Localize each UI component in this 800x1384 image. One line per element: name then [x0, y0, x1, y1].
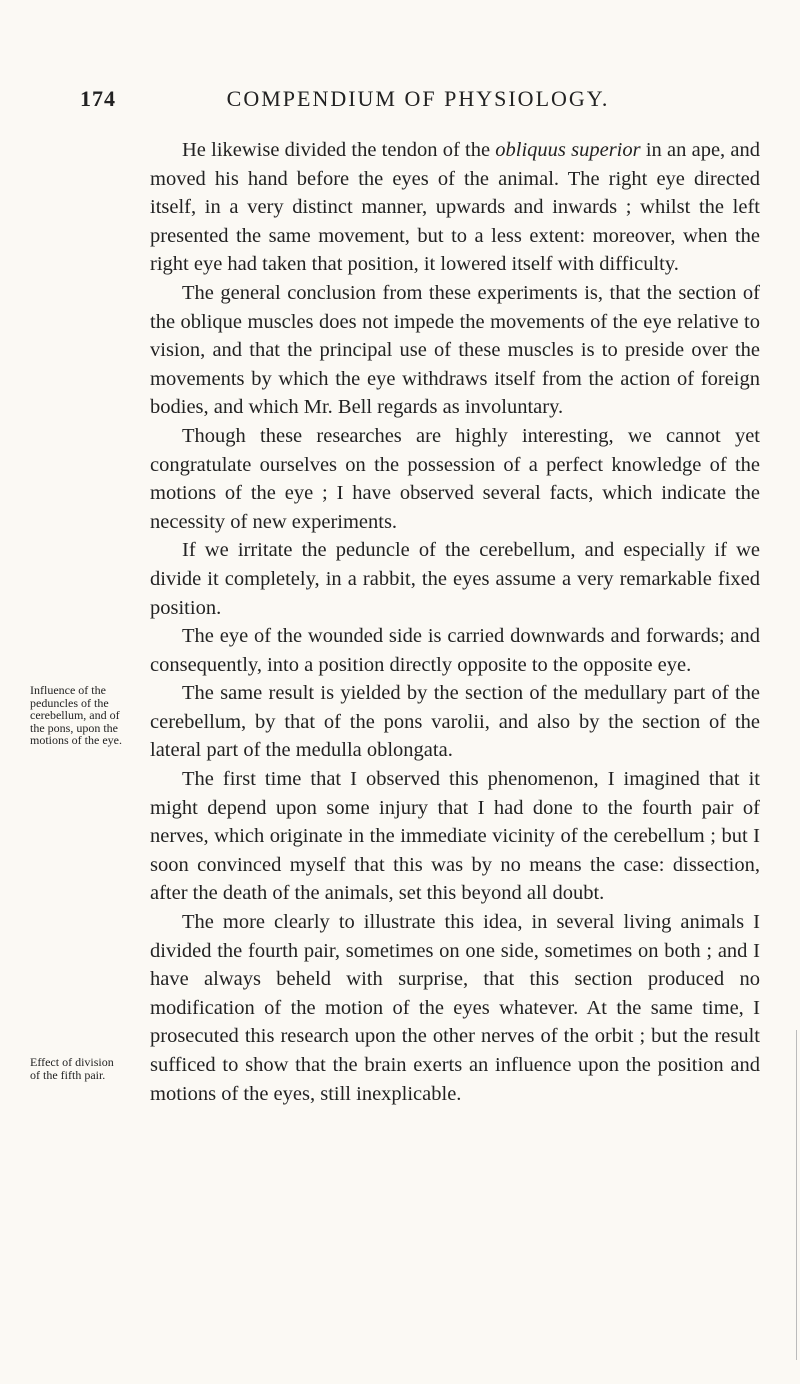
page-edge-divider	[796, 1030, 797, 1360]
paragraph-5: The eye of the wounded side is carried downwards and forwards; and consequently, into a position directly opposite to the opposite eye.	[150, 625, 760, 676]
paragraph-1: He likewise divided the tendon of the obliquus superior in an ape, and moved his hand before the eyes of the animal. The right eye directed itself, in a very distinct manner, upwards and inwards ; whilst the left presented the same movement, but to a less extent: moreover, when the right eye had taken that position, it lowered itself with difficulty.	[150, 139, 760, 276]
running-head	[72, 86, 764, 120]
paragraph-6: The same result is yielded by the section of the medullary part of the cerebellum, by that of the pons varolii, and also by the section of the lateral part of the medulla oblongata.	[150, 682, 760, 762]
sidenote-peduncles: Influence of the peduncles of the cerebellum, and of the pons, upon the motions of the eye.	[30, 683, 122, 747]
paragraph-3: Though these researches are highly interesting, we cannot yet congratulate ourselves on the possession of a perfect knowledge of the motions of the eye ; I have observed several facts, which indicate the necessity of new experiments.	[150, 424, 760, 533]
paragraph-8: The more clearly to illustrate this idea, in several living animals I divided the fourth pair, sometimes on one side, sometimes on both ; and I have always beheld with surprise, that this section produced no modification of the motion of the eyes whatever. At the same time, I prosecuted this research upon the other nerves of the orbit ; but the result sufficed to show that the brain exerts an influence upon the position and motions of the eyes, still inexplicable.	[150, 911, 760, 1105]
emphasis-term: obliquus superior	[495, 139, 641, 161]
page-title: COMPENDIUM OF PHYSIOLOGY.	[226, 86, 610, 111]
page-number: 174	[80, 86, 116, 111]
sidenote-fifth-pair: Effect of division of the fifth pair.	[30, 1055, 114, 1082]
paragraph-7: The first time that I observed this phenomenon, I imagined that it might depend upon some injury that I had done to the fourth pair of nerves, which originate in the immediate vicinity of the cerebellum ; but I soon convinced myself that this was by no means the case: dissection, after the death of the animals, set this beyond all doubt.	[150, 768, 760, 905]
body-text	[150, 136, 760, 1108]
paragraph-2: The general conclusion from these experiments is, that the section of the oblique muscles does not impede the movements of the eye relative to vision, and that the principal use of these muscles is to preside over the movements by which the eye withdraws itself from the action of foreign bodies, and which Mr. Bell regards as involuntary.	[150, 281, 760, 419]
paragraph-4: If we irritate the peduncle of the cerebellum, and especially if we divide it completely, in a rabbit, the eyes assume a very remarkable fixed position.	[150, 539, 760, 619]
